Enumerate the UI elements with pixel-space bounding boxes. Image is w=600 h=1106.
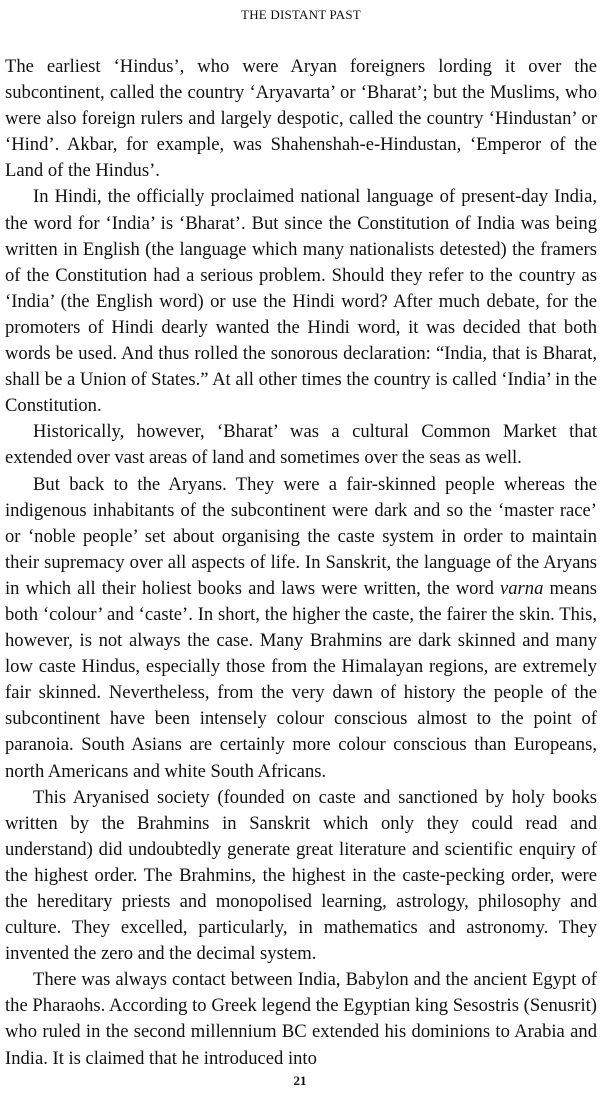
italic-term-varna: varna [500,577,544,599]
paragraph-6-text: There was always contact between India, Babylon and the ancient Egypt of the Pharaohs. According to Greek legend the Egyptian king Sesostris (Senusrit) who ruled in the second millennium BC extended his dominions to Arabia and India. It is claimed that he introduced into [5,969,597,1069]
paragraph-4-text-end: means both ‘colour’ and ‘caste’. In short, the higher the caste, the fairer the skin. This, however, is not always the case. Many Brahmins are dark skinned and many low caste Hindus, especially those from the Himalayan regions, are extremely fair skinned. Nevertheless, from the very dawn of history the people of the subcontinent have been intensely colour conscious almost to the point of paranoia. South Asians are certainly more colour conscious than Europeans, north Americans and white South Africans. [5,577,597,782]
paragraph-2-text: In Hindi, the officially proclaimed national language of present-day India, the word for ‘India’ is ‘Bharat’. But since the Constitution of India was being written in English (the language which many nationalists detested) the framers of the Constitution had a serious problem. Should they refer to the country as ‘India’ (the English word) or use the Hindi word? After much debate, for the promoters of Hindi dearly wanted the Hindi word, it was decided that both words be used. And thus rolled the sonorous declaration: “India, that is Bharat, shall be a Union of States.” At all other times the country is called ‘India’ in the Constitution. [5,186,597,417]
paragraph-4 [5,472,597,785]
paragraph-1-text: The earliest ‘Hindus’, who were Aryan foreigners lording it over the subcontinent, called the country ‘Aryavarta’ or ‘Bharat’; but the Muslims, who were also foreign rulers and largely despotic, called the country ‘Hindustan’ or ‘Hind’. Akbar, for example, was Shahenshah-e-Hindustan, ‘Emperor of the Land of the Hindus’. [5,56,597,182]
paragraph-6 [5,967,597,1071]
paragraph-2 [5,184,597,419]
body-text [5,54,597,1072]
paragraph-1 [5,54,597,184]
paragraph-3-text: Historically, however, ‘Bharat’ was a cultural Common Market that extended over vast areas of land and sometimes over the seas as well. [5,421,597,469]
paragraph-3 [5,419,597,471]
page-number: 21 [293,1073,307,1088]
running-head: THE DISTANT PAST [241,7,361,22]
paragraph-5 [5,785,597,968]
paragraph-4-text-start: But back to the Aryans. They were a fair-skinned people whereas the indigenous inhabitants of the subcontinent were dark and so the ‘master race’ or ‘noble people’ set about organising the caste system in order to maintain their supremacy over all aspects of life. In Sanskrit, the language of the Aryans in which all their holiest books and laws were written, the word [5,473,597,599]
paragraph-5-text: This Aryanised society (founded on caste and sanctioned by holy books written by the Brahmins in Sanskrit which only they could read and understand) did undoubtedly generate great literature and scientific enquiry of the highest order. The Brahmins, the highest in the caste-pecking order, were the hereditary priests and monopolised learning, astrology, philosophy and culture. They excelled, particularly, in mathematics and astronomy. They invented the zero and the decimal system. [5,786,597,965]
